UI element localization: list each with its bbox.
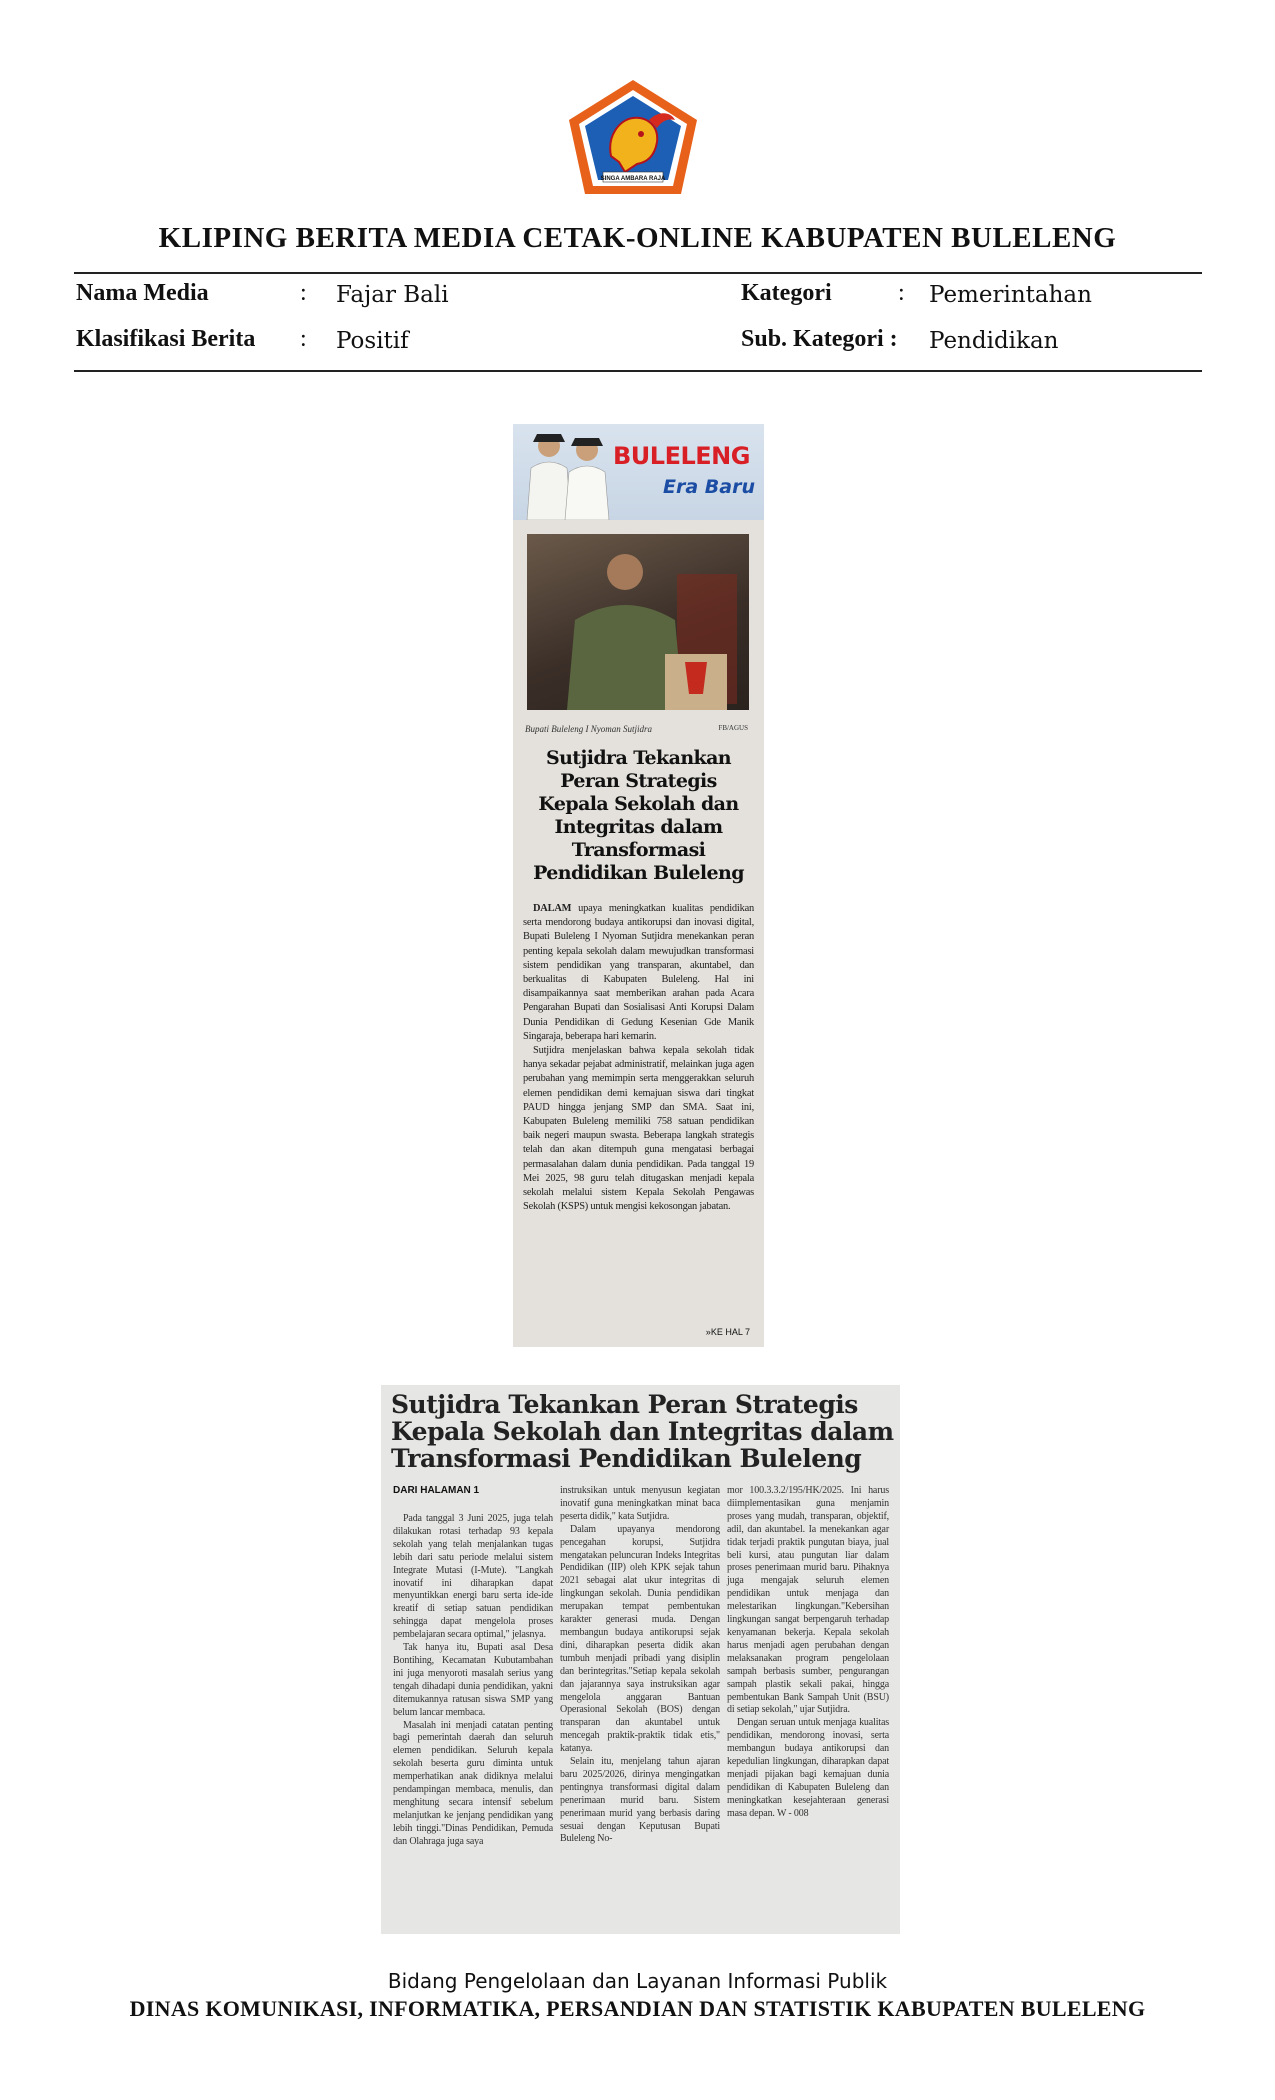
news-photo bbox=[527, 534, 749, 710]
paragraph: Dengan seruan untuk menjaga kualitas pendidikan, mendorong inovasi, serta membangun budaya antikorupsi dan kepedulian lingkungan, diharapkan dapat menjadi pijakan bagi kemajuan dunia pendidikan di Kabupaten Buleleng dan meningkatkan kesejahteraan generasi masa depan. W - 008 bbox=[727, 1717, 889, 1819]
paragraph: Sutjidra menjelaskan bahwa kepala sekolah tidak hanya sekadar pejabat administratif, melainkan juga agen perubahan yang memimpin serta menggerakkan seluruh elemen pendidikan demi kemajuan siswa dari tingkat PAUD hingga jenjang SMP dan SMA. Saat ini, Kabupaten Buleleng memiliki 758 satuan pendidikan baik negeri maupun swasta. Beberapa langkah strategis telah dan akan ditempuh guna mengatasi berbagai permasalahan dalam dunia pendidikan. Pada tanggal 19 Mei 2025, 98 guru telah ditugaskan menjadi kepala sekolah melalui sistem Kepala Sekolah Pengawas Sekolah (KSPS) untuk mengisi kekosongan jabatan. bbox=[523, 1045, 754, 1213]
klasifikasi-label: Klasifikasi Berita bbox=[76, 326, 256, 352]
masthead-subtitle: Era Baru bbox=[663, 476, 755, 498]
nama-media-value: Fajar Bali bbox=[336, 282, 449, 308]
column-2 bbox=[560, 1485, 720, 1846]
paragraph: mor 100.3.3.2/195/HK/2025. Ini harus diimplementasikan guna menjamin proses yang mudah, transparan, objektif, adil, dan akuntabel. Ia menekankan agar tidak terjadi praktik pungutan biaya, jual beli kursi, atau pungutan liar dalam proses penerimaan murid baru. Pihaknya juga mengajak seluruh elemen pendidikan untuk menjaga dan melestarikan lingkungan."Kebersihan lingkungan sangat berpengaruh terhadap kenyamanan bekerja. Kepala sekolah harus menjadi agen perubahan dengan melaksanakan program pengelolaan sampah berbasis sumber, pengurangan sampah plastik sekali pakai, hingga pembentukan Bank Sampah Unit (BSU) di setiap sekolah," ujar Sutjidra. bbox=[727, 1485, 889, 1716]
newspaper-clipping-front bbox=[513, 424, 764, 1347]
paragraph: Masalah ini menjadi catatan penting bagi pemerintah daerah dan seluruh elemen pendidikan. Seluruh kepala sekolah beserta guru diminta untuk memperhatikan anak didiknya melalui pendampingan membaca, menulis, dan menghitung secara intensif sebelum melanjutkan ke jenjang pendidikan yang lebih tinggi."Dinas Pendidikan, Pemuda dan Olahraga juga saya bbox=[393, 1719, 553, 1847]
continued-label: KE HAL 7 bbox=[710, 1327, 750, 1337]
footer-division: Bidang Pengelolaan dan Layanan Informasi Publik bbox=[387, 1969, 888, 1993]
photo-credit: FB/AGUS bbox=[718, 724, 748, 732]
continuation-headline bbox=[391, 1391, 894, 1472]
kategori-value: Pemerintahan bbox=[929, 282, 1092, 308]
divider-top bbox=[74, 272, 1202, 274]
paragraph: upaya meningkatkan kualitas pendidikan serta mendorong budaya antikorupsi dan inovasi digital, Bupati Buleleng I Nyoman Sutjidra menekankan peran penting kepala sekolah dalam mewujudkan transformasi sistem pendidikan yang transparan, akuntabel, dan berkualitas di Kabupaten Buleleng. Hal ini disampaikannya saat memberikan arahan pada Acara Pengarahan Bupati dan Sosialisasi Anti Korupsi Dalam Dunia Pendidikan di Gedung Kesenian Gde Manik Singaraja, beberapa hari kemarin. bbox=[523, 903, 754, 1042]
column-3 bbox=[727, 1485, 889, 1821]
klasifikasi-value: Positif bbox=[336, 328, 409, 354]
sub-kategori-label: Sub. Kategori : bbox=[741, 326, 898, 352]
nama-media-label: Nama Media bbox=[76, 280, 209, 306]
newspaper-clipping-continuation bbox=[381, 1385, 900, 1934]
article-headline: Sutjidra Tekankan Peran Strategis Kepala Sekolah dan Integritas dalam Transformasi Pendidikan Buleleng bbox=[533, 747, 744, 884]
continued-note bbox=[706, 1327, 750, 1337]
divider-bottom bbox=[74, 370, 1202, 372]
colon: : bbox=[898, 280, 905, 306]
paragraph: Dalam upayanya mendorong pencegahan korupsi, Sutjidra mengatakan peluncuran Indeks Integritas Pendidikan (IIP) oleh KPK sejak tahun 2021 sebagai alat ukur integritas di lingkungan sekolah. Dunia pendidikan merupakan tempat pembentukan karakter generasi muda. Dengan membangun budaya antikorupsi sejak dini, diharapkan peserta didik akan tumbuh menjadi pribadi yang disiplin dan berintegritas."Setiap kepala sekolah dan jajarannya saya instruksikan agar mengelola anggaran Bantuan Operasional Sekolah (BOS) dengan transparan dan akuntabel untuk mencegah praktik-praktik tidak etis," katanya. bbox=[560, 1523, 720, 1755]
headline-line: Transformasi Pendidikan Buleleng bbox=[391, 1444, 862, 1473]
colon: : bbox=[300, 280, 307, 306]
headline-line: Kepala Sekolah dan Integritas dalam bbox=[391, 1417, 894, 1446]
paragraph: instruksikan untuk menyusun kegiatan inovatif guna meningkatkan minat baca peserta didik," kata Sutjidra. bbox=[560, 1485, 720, 1522]
paragraph: Pada tanggal 3 Juni 2025, juga telah dilakukan rotasi terhadap 93 kepala sekolah yang telah menjalankan tugas lebih dari satu periode melalui sistem Integrate Mutasi (I-Mute). "Langkah inovatif ini diharapkan dapat menyuntikkan energi baru serta ide-ide kreatif di setiap satuan pendidikan sehingga dapat mengelola proses pembelajaran secara optimal," jelasnya. bbox=[393, 1513, 553, 1641]
crest-motto: SINGA AMBARA RAJA bbox=[600, 176, 666, 182]
masthead-title: BULELENG bbox=[613, 442, 750, 470]
masthead bbox=[513, 424, 764, 520]
column-1 bbox=[393, 1513, 553, 1849]
from-page-label: DARI HALAMAN 1 bbox=[393, 1485, 480, 1496]
sub-kategori-value: Pendidikan bbox=[929, 328, 1059, 354]
paragraph: Tak hanya itu, Bupati asal Desa Bontihing, Kecamatan Kubutambahan ini juga menyoroti masalah serius yang tengah dihadapi dunia pendidikan, yakni ditemukannya ratusan siswa SMP yang belum lancar membaca. bbox=[393, 1642, 553, 1718]
buleleng-crest-icon bbox=[563, 76, 703, 198]
footer-agency: DINAS KOMUNIKASI, INFORMATIKA, PERSANDIAN DAN STATISTIK KABUPATEN BULELENG bbox=[129, 1996, 1146, 2021]
page-title: KLIPING BERITA MEDIA CETAK-ONLINE KABUPATEN BULELENG bbox=[158, 222, 1117, 254]
kategori-label: Kategori bbox=[741, 280, 832, 306]
headline-line: Sutjidra Tekankan Peran Strategis bbox=[391, 1390, 858, 1419]
colon: : bbox=[300, 326, 307, 352]
lead-word: DALAM bbox=[533, 903, 572, 914]
double-chevron-icon: » bbox=[705, 1327, 711, 1337]
photo-caption: Bupati Buleleng I Nyoman Sutjidra bbox=[525, 724, 652, 734]
paragraph: Selain itu, menjelang tahun ajaran baru 2025/2026, dirinya mengingatkan pentingnya transformasi digital dalam penerimaan murid baru. Sistem penerimaan murid yang berbasis daring sesuai dengan Keputusan Bupati Buleleng No- bbox=[560, 1756, 720, 1845]
article-body bbox=[523, 902, 754, 1214]
